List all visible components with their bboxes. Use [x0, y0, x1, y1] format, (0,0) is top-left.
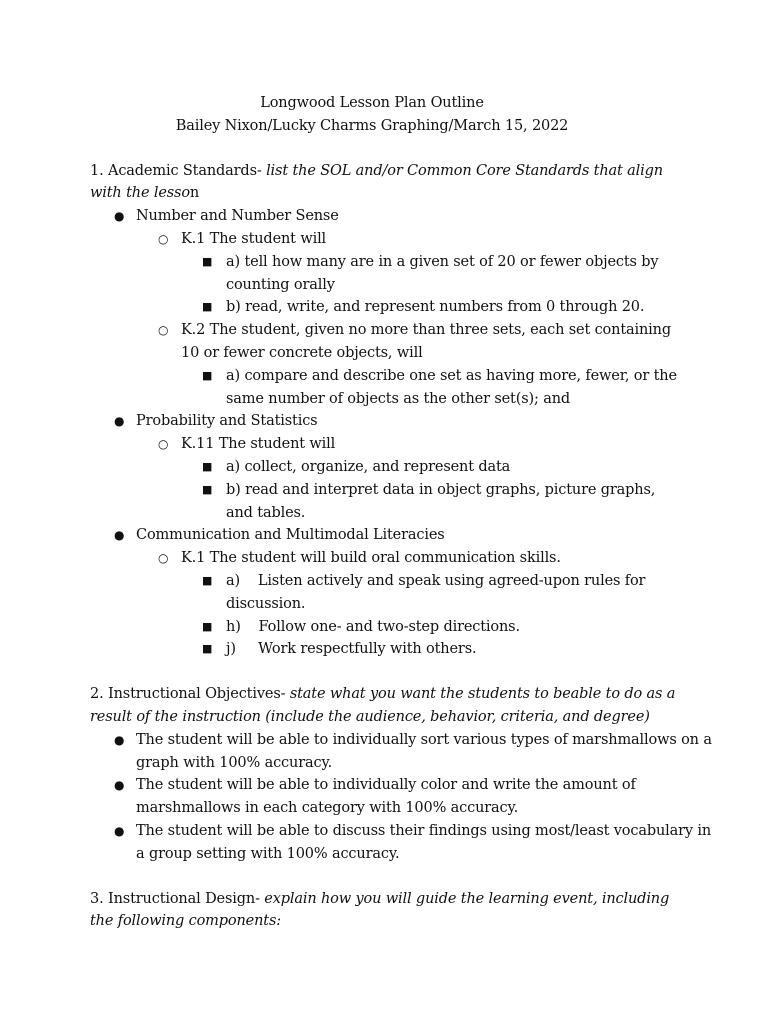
spacer: [90, 138, 678, 160]
bullet-marker: ●: [114, 732, 125, 747]
square-marker: ■: [202, 619, 213, 633]
standard-group-label: Communication and Multimodal Literacies: [136, 527, 445, 544]
bullet-marker: ●: [114, 823, 125, 838]
standard-label: K.1 The student will: [181, 230, 327, 247]
section-2-instruction: state what you want the students to beable to do as a result of the instruction (include the audience, behavior, criteria, and degree): [90, 686, 676, 725]
standard-item: [90, 456, 678, 479]
section-2-title: Instructional Objectives-: [108, 686, 286, 703]
section-2-heading: [90, 683, 678, 729]
section-1-heading: [90, 160, 678, 206]
standard-item: [90, 365, 678, 411]
square-marker: ■: [202, 573, 213, 587]
bullet-marker: ●: [114, 414, 125, 429]
standard-item-text: b) read, write, and represent numbers from 0 through 20.: [226, 299, 645, 316]
section-3-title: Instructional Design-: [108, 890, 260, 907]
standard-item: [90, 251, 678, 297]
bullet-marker: ●: [114, 778, 125, 793]
objective-text: The student will be able to individually sort various types of marshmallows on a graph with 100% accuracy.: [136, 731, 712, 771]
circle-marker: ○: [158, 437, 169, 452]
standard-item: [90, 296, 678, 319]
standard-item-text: b) read and interpret data in object graphs, picture graphs, and tables.: [226, 481, 656, 521]
square-marker: ■: [202, 482, 213, 496]
standard-item-text: h) Follow one- and two-step directions.: [226, 618, 520, 635]
standard-item: [90, 570, 678, 616]
objective-item: [90, 820, 724, 866]
standard-label: K.1 The student will build oral communication skills.: [181, 550, 561, 567]
standard-group-label: Number and Number Sense: [136, 208, 339, 225]
square-marker: ■: [202, 642, 213, 656]
standard-item-text: a) collect, organize, and represent data: [226, 458, 511, 475]
bullet-marker: ●: [114, 209, 125, 224]
circle-marker: ○: [158, 231, 169, 246]
standard-label: K.11 The student will: [181, 436, 336, 453]
section-3-instruction: explain how you will guide the learning event, including the following components:: [90, 890, 670, 930]
section-3-heading: [90, 888, 678, 934]
square-marker: ■: [202, 300, 213, 314]
bullet-marker: ●: [114, 528, 125, 543]
standard-item-text: a) tell how many are in a given set of 20 or fewer objects by counting orally: [226, 253, 659, 293]
objective-text: The student will be able to individually color and write the amount of marshmallows in each category with 100% accuracy.: [136, 777, 636, 817]
objective-item: [90, 774, 724, 820]
standard-item-text: j) Work respectfully with others.: [226, 641, 477, 658]
standard-group-probability: [90, 410, 678, 433]
standard-group-communication: [90, 524, 678, 547]
standard-item-text: a) Listen actively and speak using agreed-upon rules for discussion.: [226, 572, 650, 612]
standard-k1-communication: [90, 547, 678, 570]
standard-item: [90, 479, 678, 525]
section-1-list: [90, 205, 678, 661]
objective-item: [90, 729, 724, 775]
section-2-number: 2.: [90, 686, 104, 703]
standard-item: [90, 616, 678, 639]
section-1-number: 1.: [90, 162, 104, 179]
document-subtitle: Bailey Nixon/Lucky Charms Graphing/March 15, 2022: [175, 117, 569, 134]
square-marker: ■: [202, 459, 213, 473]
standard-group-number-sense: [90, 205, 678, 228]
document-title: Longwood Lesson Plan Outline: [260, 95, 484, 111]
square-marker: ■: [202, 254, 213, 268]
spacer: [90, 661, 678, 683]
section-3-number: 3.: [90, 890, 104, 907]
objective-text: The student will be able to discuss their findings using most/least vocabulary in a group setting with 100% accuracy.: [136, 822, 712, 862]
standard-label: K.2 The student, given no more than three sets, each set containing 10 or fewer concrete objects, will: [181, 322, 671, 361]
section-1-instruction: list the SOL and/or Common Core Standards that align with the lesso: [90, 162, 663, 202]
standard-k2: [90, 319, 678, 365]
section-1-instruction-tail: n: [189, 185, 200, 202]
standard-group-label: Probability and Statistics: [136, 413, 318, 430]
section-1-title: Academic Standards-: [108, 162, 262, 179]
objectives-list: [90, 729, 712, 866]
circle-marker: ○: [158, 323, 169, 338]
spacer: [90, 866, 678, 888]
standard-item-text: a) compare and describe one set as having more, fewer, or the same number of objects as the other set(s); and: [226, 367, 677, 407]
circle-marker: ○: [158, 551, 169, 566]
standard-k11: [90, 433, 678, 456]
standard-item: [90, 638, 678, 661]
square-marker: ■: [202, 368, 213, 382]
standard-k1: [90, 228, 678, 251]
